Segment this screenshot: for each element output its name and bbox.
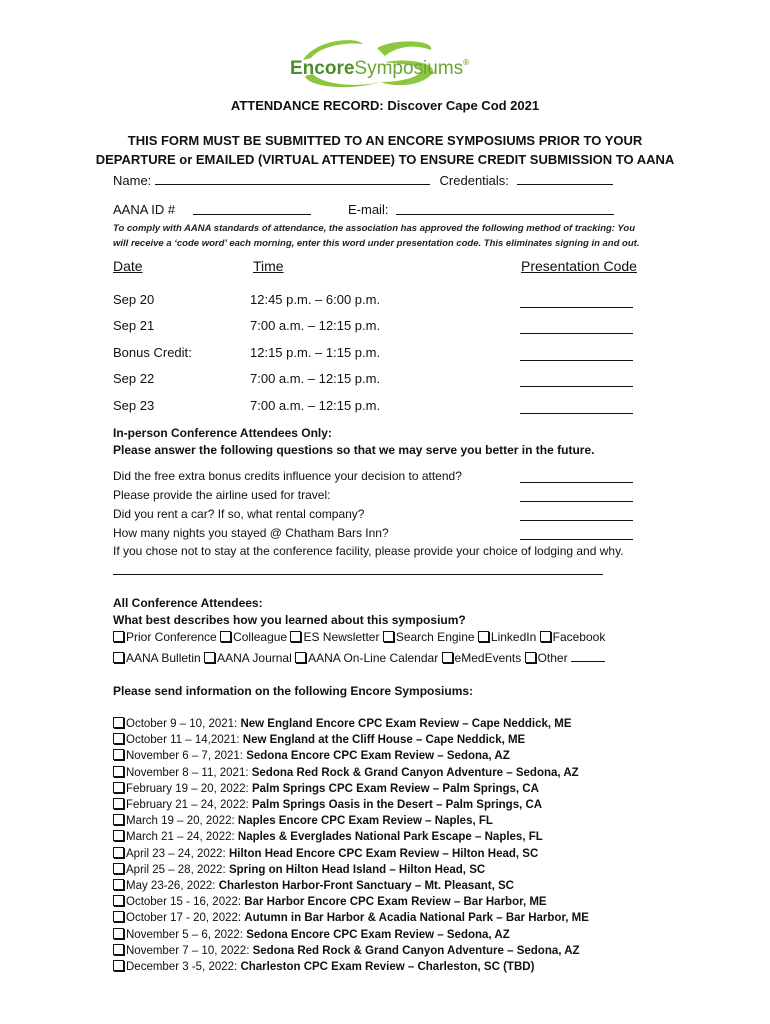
event-date: October 17 - 20, 2022:: [126, 912, 242, 925]
event-name: Bar Harbor Encore CPC Exam Review – Bar Harbor, ME: [244, 896, 547, 909]
checkbox-icon: [442, 652, 453, 663]
option-label: ES Newsletter: [303, 630, 380, 644]
checkbox-icon: [525, 652, 536, 663]
event-name: Palm Springs Oasis in the Desert – Palm Springs, CA: [251, 799, 543, 812]
event-name: Naples & Everglades National Park Escape – Naples, FL: [237, 831, 543, 844]
checkbox-emedevents[interactable]: [442, 651, 522, 665]
inperson-heading: In-person Conference Attendees Only:: [113, 426, 332, 440]
credentials-field[interactable]: [517, 172, 613, 185]
checkbox-icon: [113, 766, 124, 777]
event-name: Autumn in Bar Harbor & Acadia National Park – Bar Harbor, ME: [244, 912, 589, 925]
checkbox-icon: [478, 631, 489, 642]
event-name: Sedona Red Rock & Grand Canyon Adventure – Sedona, AZ: [252, 944, 580, 957]
checkbox-icon: [113, 847, 124, 858]
question: Did the free extra bonus credits influence your decision to attend?: [113, 469, 462, 483]
schedule-date: Bonus Credit:: [113, 345, 192, 360]
schedule-time: 7:00 a.m. – 12:15 p.m.: [250, 318, 381, 333]
checkbox-icon: [113, 782, 124, 793]
checkbox-colleague[interactable]: [220, 630, 287, 644]
column-header-time: Time: [253, 258, 284, 274]
schedule-date: Sep 22: [113, 371, 155, 386]
event-name: Sedona Encore CPC Exam Review – Sedona, AZ: [246, 750, 510, 763]
checkbox-aana-bulletin[interactable]: [113, 651, 201, 665]
how-learned-options-row-2: [113, 649, 605, 665]
notice-line-1: THIS FORM MUST BE SUBMITTED TO AN ENCORE SYMPOSIUMS PRIOR TO YOUR: [127, 133, 643, 148]
checkbox-icon: [113, 879, 124, 890]
answer-field[interactable]: [520, 500, 633, 502]
event-date: February 21 – 24, 2022:: [126, 799, 249, 812]
event-name: Palm Springs CPC Exam Review – Palm Springs, CA: [251, 782, 539, 795]
checkbox-icon: [113, 798, 124, 809]
checkbox-icon: [113, 863, 124, 874]
option-label: Other: [537, 651, 568, 665]
page-title: ATTENDANCE RECORD: Discover Cape Cod 2021: [230, 98, 540, 113]
column-header-date: Date: [113, 258, 143, 274]
option-label: Search Engine: [395, 630, 475, 644]
presentation-code-field[interactable]: [520, 412, 633, 414]
schedule-date: Sep 23: [113, 398, 155, 413]
checkbox-search-engine[interactable]: [383, 630, 475, 644]
event-item[interactable]: [113, 959, 589, 975]
schedule-date: Sep 21: [113, 318, 155, 333]
answer-field[interactable]: [520, 481, 633, 483]
event-date: May 23-26, 2022:: [126, 880, 216, 893]
event-date: November 5 – 6, 2022:: [126, 928, 243, 941]
schedule-time: 12:15 p.m. – 1:15 p.m.: [250, 345, 381, 360]
schedule-time: 12:45 p.m. – 6:00 p.m.: [250, 292, 381, 307]
checkbox-prior-conference[interactable]: [113, 630, 217, 644]
event-date: February 19 – 20, 2022:: [126, 782, 249, 795]
event-name: New England at the Cliff House – Cape Neddick, ME: [242, 734, 526, 747]
checkbox-es-newsletter[interactable]: [290, 630, 379, 644]
event-name: Charleston CPC Exam Review – Charleston, SC (TBD): [240, 961, 535, 974]
event-item[interactable]: [113, 797, 589, 813]
compliance-line-2: will receive a ‘code word’ each morning, enter this word under presentation code. This eliminates signing in and out.: [113, 238, 640, 249]
schedule-time: 7:00 a.m. – 12:15 p.m.: [250, 398, 381, 413]
name-field[interactable]: [155, 172, 430, 185]
event-date: November 7 – 10, 2022:: [126, 944, 250, 957]
option-label: Colleague: [233, 630, 288, 644]
checkbox-aana-journal[interactable]: [204, 651, 292, 665]
compliance-line-1: To comply with AANA standards of attendance, the association has approved the following method of tracking: You: [113, 223, 636, 234]
event-item[interactable]: [113, 910, 589, 926]
event-name: Sedona Red Rock & Grand Canyon Adventure – Sedona, AZ: [251, 766, 579, 779]
event-date: October 15 - 16, 2022:: [126, 896, 242, 909]
event-item[interactable]: [113, 862, 589, 878]
checkbox-icon: [383, 631, 394, 642]
name-label: Name:: [113, 173, 152, 188]
aana-id-field[interactable]: [193, 202, 311, 215]
option-label: Prior Conference: [126, 630, 217, 644]
event-date: November 6 – 7, 2021:: [126, 750, 243, 763]
checkbox-icon: [113, 911, 124, 922]
event-item[interactable]: [113, 732, 589, 748]
checkbox-icon: [113, 928, 124, 939]
event-item[interactable]: [113, 781, 589, 797]
checkbox-icon: [113, 749, 124, 760]
option-label: AANA Bulletin: [126, 651, 201, 665]
checkbox-icon: [113, 944, 124, 955]
event-item[interactable]: [113, 829, 589, 845]
how-learned-heading: What best describes how you learned about this symposium?: [113, 613, 466, 627]
checkbox-icon: [113, 814, 124, 825]
option-label: eMedEvents: [454, 651, 522, 665]
event-name: New England Encore CPC Exam Review – Cape Neddick, ME: [240, 718, 572, 730]
info-request-heading: Please send information on the following Encore Symposiums:: [113, 684, 474, 698]
event-date: December 3 -5, 2022:: [126, 961, 238, 974]
event-list: [113, 716, 589, 975]
presentation-code-field[interactable]: [520, 332, 633, 334]
checkbox-linkedin[interactable]: [478, 630, 536, 644]
question: Did you rent a car? If so, what rental company?: [113, 507, 365, 521]
event-item[interactable]: [113, 716, 589, 732]
event-date: October 11 – 14,2021:: [126, 734, 240, 747]
lodging-question: If you chose not to stay at the conference facility, please provide your choice of lodging and why.: [113, 544, 624, 558]
checkbox-icon: [113, 895, 124, 906]
event-item[interactable]: [113, 765, 589, 781]
presentation-code-field[interactable]: [520, 385, 633, 387]
presentation-code-field[interactable]: [520, 306, 633, 308]
how-learned-options-row-1: [113, 630, 605, 644]
event-name: Spring on Hilton Head Island – Hilton Head, SC: [228, 863, 486, 876]
logo-word-encore: Encore: [290, 58, 355, 79]
answer-field[interactable]: [520, 538, 633, 540]
checkbox-icon: [204, 652, 215, 663]
email-field[interactable]: [396, 202, 614, 215]
checkbox-facebook[interactable]: [540, 630, 606, 644]
event-name: Sedona Encore CPC Exam Review – Sedona, AZ: [246, 928, 510, 941]
checkbox-other[interactable]: [525, 651, 568, 665]
event-item[interactable]: [113, 878, 589, 894]
event-item[interactable]: [113, 813, 589, 829]
schedule-date: Sep 20: [113, 292, 155, 307]
logo-registered-mark: ®: [463, 58, 470, 67]
lodging-field[interactable]: [113, 562, 603, 575]
all-attendees-heading: All Conference Attendees:: [113, 596, 263, 610]
inperson-subheading: Please answer the following questions so that we may serve you better in the future.: [113, 443, 595, 457]
event-date: March 19 – 20, 2022:: [126, 815, 235, 828]
event-date: April 23 – 24, 2022:: [126, 847, 226, 860]
question: Please provide the airline used for travel:: [113, 488, 331, 502]
event-date: April 25 – 28, 2022:: [126, 863, 226, 876]
event-date: November 8 – 11, 2021:: [126, 766, 249, 779]
aana-id-label: AANA ID #: [113, 202, 176, 217]
column-header-presentation-code: Presentation Code: [521, 258, 637, 274]
option-label: Facebook: [552, 630, 606, 644]
credentials-label: Credentials:: [439, 173, 509, 188]
event-name: Charleston Harbor-Front Sanctuary – Mt. Pleasant, SC: [218, 880, 514, 893]
option-label: AANA Journal: [217, 651, 292, 665]
submission-notice: [60, 131, 710, 169]
answer-field[interactable]: [520, 519, 633, 521]
schedule-time: 7:00 a.m. – 12:15 p.m.: [250, 371, 381, 386]
checkbox-aana-online-calendar[interactable]: [295, 651, 438, 665]
name-row: [113, 172, 613, 188]
checkbox-icon: [220, 631, 231, 642]
checkbox-icon: [113, 652, 124, 663]
logo-word-symposiums: Symposiums: [354, 58, 464, 79]
checkbox-icon: [113, 830, 124, 841]
event-item[interactable]: [113, 748, 589, 764]
encore-symposiums-logo: [285, 36, 510, 96]
event-item[interactable]: [113, 943, 589, 959]
email-label: E-mail:: [348, 202, 389, 217]
event-item[interactable]: [113, 927, 589, 943]
presentation-code-field[interactable]: [520, 359, 633, 361]
event-name: Hilton Head Encore CPC Exam Review – Hilton Head, SC: [228, 847, 539, 860]
checkbox-icon: [113, 733, 124, 744]
question: How many nights you stayed @ Chatham Bars Inn?: [113, 526, 389, 540]
event-date: October 9 – 10, 2021:: [126, 718, 238, 730]
option-label: LinkedIn: [490, 630, 537, 644]
notice-line-2: DEPARTURE or EMAILED (VIRTUAL ATTENDEE) TO ENSURE CREDIT SUBMISSION TO AANA: [95, 152, 675, 167]
checkbox-icon: [295, 652, 306, 663]
other-field[interactable]: [571, 649, 605, 662]
event-date: March 21 – 24, 2022:: [126, 831, 235, 844]
event-item[interactable]: [113, 846, 589, 862]
event-name: Naples Encore CPC Exam Review – Naples, FL: [237, 815, 493, 828]
checkbox-icon: [113, 631, 124, 642]
checkbox-icon: [113, 717, 124, 728]
option-label: AANA On-Line Calendar: [308, 651, 439, 665]
checkbox-icon: [113, 960, 124, 971]
event-item[interactable]: [113, 894, 589, 910]
checkbox-icon: [290, 631, 301, 642]
checkbox-icon: [540, 631, 551, 642]
